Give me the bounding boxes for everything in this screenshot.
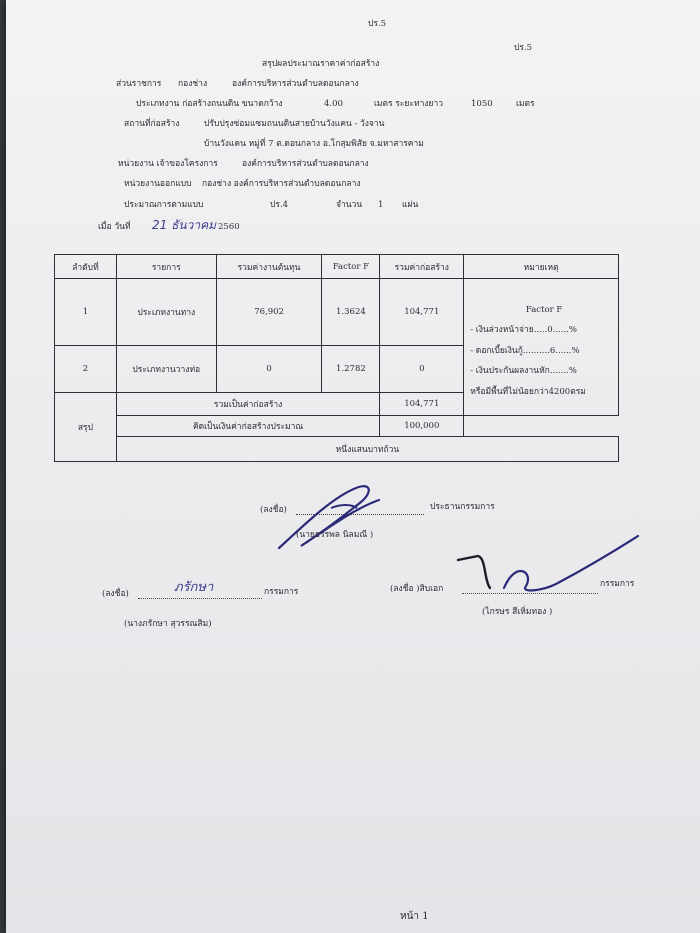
header-cost: รวมค่างานต้นทุน: [216, 255, 322, 279]
round-value: 100,000: [380, 416, 464, 437]
cost-summary-table: [54, 254, 619, 462]
header-no: ลำดับที่: [55, 255, 117, 279]
date-label: เมื่อ วันที่: [98, 222, 131, 232]
chair-name: (นายธรรพล นิลมณี ): [296, 530, 374, 540]
row-total: 0: [380, 346, 464, 393]
row-factor: 1.2782: [322, 346, 380, 393]
length-value: 1050: [471, 99, 493, 109]
remarks-cell: [464, 279, 619, 416]
member2-role: กรรมการ: [600, 579, 635, 589]
form-code: ปร.5: [514, 43, 533, 53]
work-type: ประเภทงาน ก่อสร้างถนนดิน ขนาดกว้าง: [136, 99, 283, 109]
header-total: รวมค่าก่อสร้าง: [380, 255, 464, 279]
chair-sign-label: (ลงชื่อ): [260, 505, 287, 515]
row-cost: 0: [216, 346, 322, 393]
remarks-line-3: - เงินประกันผลงานหัก.......%: [470, 366, 577, 377]
designer-label: หน่วยงานออกแบบ: [124, 179, 192, 189]
owner-label: หน่วยงาน เจ้าของโครงการ: [118, 159, 218, 169]
page-number: หน้า 1: [400, 911, 429, 922]
owner-org: องค์การบริหารส่วนตำบลดอนกลาง: [242, 159, 369, 169]
document-page: [6, 0, 700, 933]
count-value: 1: [378, 200, 384, 210]
estimate-label: ประมาณการตามแบบ: [124, 200, 204, 210]
top-form-code: ปร.5: [368, 19, 387, 29]
member1-handwriting: ภรักษา: [174, 580, 214, 595]
remarks-title: Factor F: [525, 305, 563, 316]
sum-label: รวมเป็นค่าก่อสร้าง: [116, 393, 379, 416]
member2-name: (ไกรษร สีเหิ่มทอง ): [482, 607, 553, 617]
count-label: จำนวน: [336, 200, 363, 210]
row-no: 1: [55, 279, 117, 346]
site-line-1: ปรับปรุงซ่อมแซมถนนดินสายบ้านวังแคน - วังจาน: [204, 119, 385, 129]
agency-label: ส่วนราชการ: [116, 79, 162, 89]
row-total: 104,771: [380, 279, 464, 346]
amount-in-words: หนึ่งแสนบาทถ้วน: [116, 437, 618, 462]
row-item: ประเภทงานทาง: [116, 279, 216, 346]
words-row: [55, 437, 619, 462]
header-item: รายการ: [116, 255, 216, 279]
remarks-line-1: - เงินล่วงหน้าจ่าย.....0......%: [470, 325, 577, 336]
remarks-line-2: - ดอกเบี้ยเงินกู้..........6......%: [470, 345, 580, 356]
distance-label: เมตร ระยะทางยาว: [374, 99, 444, 109]
width-value: 4.00: [324, 99, 343, 109]
chair-role: ประธานกรรมการ: [430, 502, 495, 512]
member1-name: (นางภรักษา สุวรรณสิม): [124, 619, 212, 629]
table-row: [55, 279, 619, 346]
designer-org: กองช่าง องค์การบริหารส่วนตำบลดอนกลาง: [202, 179, 361, 189]
agency-org: องค์การบริหารส่วนตำบลดอนกลาง: [232, 79, 359, 89]
row-item: ประเภทงานวางท่อ: [116, 346, 216, 393]
round-label: คิดเป็นเงินค่าก่อสร้างประมาณ: [116, 416, 379, 437]
document-title: สรุปผลประมาณราคาค่าก่อสร้าง: [262, 59, 380, 69]
member2-signature-mark: [456, 530, 646, 600]
count-unit: แผ่น: [402, 200, 419, 210]
length-unit: เมตร: [516, 99, 535, 109]
chair-signature-mark: [261, 478, 411, 558]
header-factor: Factor F: [322, 255, 380, 279]
date-year: 2560: [218, 222, 240, 232]
round-row: [55, 416, 619, 437]
summary-label: สรุป: [55, 393, 117, 462]
member1-sign-label: (ลงชื่อ): [102, 589, 129, 599]
blank-cell: [464, 416, 619, 437]
row-cost: 76,902: [216, 279, 322, 346]
row-no: 2: [55, 346, 117, 393]
member2-sign-label: (ลงชื่อ )สิบเอก: [390, 584, 444, 594]
remarks-line-4: หรือมีพื้นที่ไม่น้อยกว่า4200ตรม: [470, 386, 586, 397]
agency-division: กองช่าง: [178, 79, 208, 89]
site-label: สถานที่ก่อสร้าง: [124, 119, 180, 129]
member1-sign-line: [138, 598, 262, 599]
member1-role: กรรมการ: [264, 587, 299, 597]
date-handwritten: 21 ธันวาคม: [152, 218, 217, 232]
site-line-2: บ้านวังแคน หมู่ที่ 7 ต.ดอนกลาง อ.โกสุมพิสัย จ.มหาสารคาม: [204, 139, 424, 149]
header-remarks: หมายเหตุ: [464, 255, 619, 279]
table-header-row: [55, 255, 619, 279]
estimate-form: ปร.4: [270, 200, 289, 210]
row-factor: 1.3624: [322, 279, 380, 346]
sum-value: 104,771: [380, 393, 464, 416]
